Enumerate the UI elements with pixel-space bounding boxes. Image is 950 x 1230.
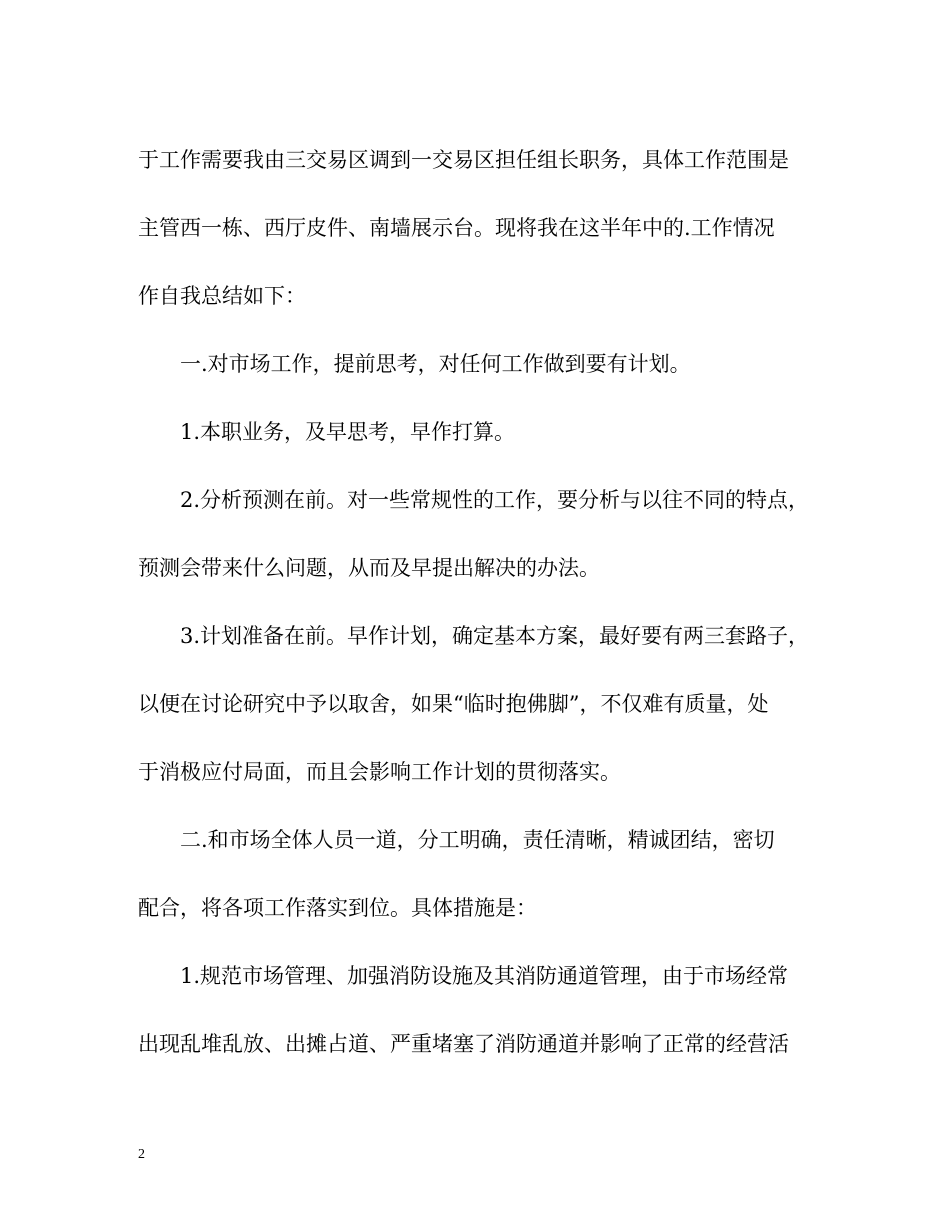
text-line: 预测会带来什么问题，从而及早提出解决的办法。 (138, 556, 600, 580)
text-line: 主管西一栋、西厅皮件、南墙展示台。现将我在这半年中的.工作情况 (138, 216, 775, 240)
section-heading: 一.对市场工作，提前思考，对任何工作做到要有计划。 (180, 352, 691, 376)
text-line: 于消极应付局面，而且会影响工作计划的贯彻落实。 (138, 760, 621, 784)
text-line: 以便在讨论研究中予以取舍，如果“临时抱佛脚”，不仅难有质量，处 (138, 692, 769, 716)
text-line: 出现乱堆乱放、出摊占道、严重堵塞了消防通道并影响了正常的经营活 (138, 1032, 789, 1056)
page-number: 2 (138, 1147, 145, 1162)
text-line: 3.计划准备在前。早作计划，确定基本方案，最好要有两三套路子， (180, 624, 810, 648)
text-line: 配合，将各项工作落实到位。具体措施是： (138, 896, 537, 920)
text-line: 1.规范市场管理、加强消防设施及其消防通道管理，由于市场经常 (180, 964, 789, 988)
text-line: 1.本职业务，及早思考，早作打算。 (180, 420, 516, 444)
text-line: 于工作需要我由三交易区调到一交易区担任组长职务，具体工作范围是 (138, 148, 789, 172)
section-heading: 二.和市场全体人员一道，分工明确，责任清晰，精诚团结，密切 (180, 828, 775, 852)
text-line: 2.分析预测在前。对一些常规性的工作，要分析与以往不同的特点， (180, 488, 810, 512)
text-line: 作自我总结如下： (138, 284, 306, 308)
